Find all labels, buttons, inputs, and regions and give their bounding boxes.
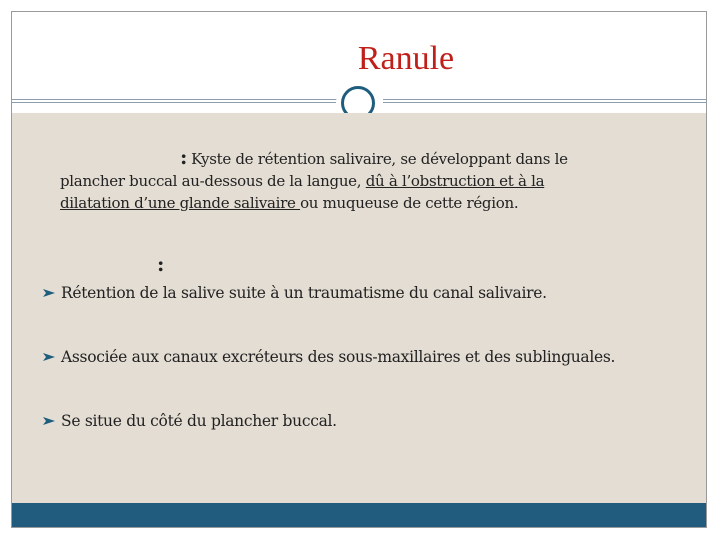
bullet-text: Rétention de la salive suite à un traumatisme du canal salivaire. (61, 284, 547, 302)
title-divider-left (12, 99, 337, 103)
title-divider-right (383, 99, 707, 103)
definition-line-2: plancher buccal au-dessous de la langue, (60, 172, 366, 190)
bullet-arrow-icon (43, 417, 55, 425)
bullet-text: Associée aux canaux excréteurs des sous-maxillaires et des sublinguales. (61, 348, 616, 366)
definition-colon: : (180, 145, 188, 169)
bullet-item-3 (43, 412, 337, 430)
definition-line-3: ou muqueuse de cette région. (300, 194, 519, 212)
footer-bar (12, 503, 706, 527)
bullet-text: Se situe du côté du plancher buccal. (61, 412, 337, 430)
definition-line-1: Kyste de rétention salivaire, se développant dans le (191, 150, 568, 168)
bullet-item-1 (43, 284, 547, 302)
section-colon: : (157, 252, 165, 276)
slide-title: Ranule (357, 40, 455, 77)
bullet-arrow-icon (43, 353, 55, 361)
definition-line-3-underlined: dilatation d’une glande salivaire (60, 194, 301, 212)
bullet-arrow-icon (43, 289, 55, 297)
definition-line-2-underlined: dû à l’obstruction et à la (365, 172, 545, 190)
bullet-item-2 (43, 348, 615, 366)
definition-paragraph (60, 146, 620, 214)
